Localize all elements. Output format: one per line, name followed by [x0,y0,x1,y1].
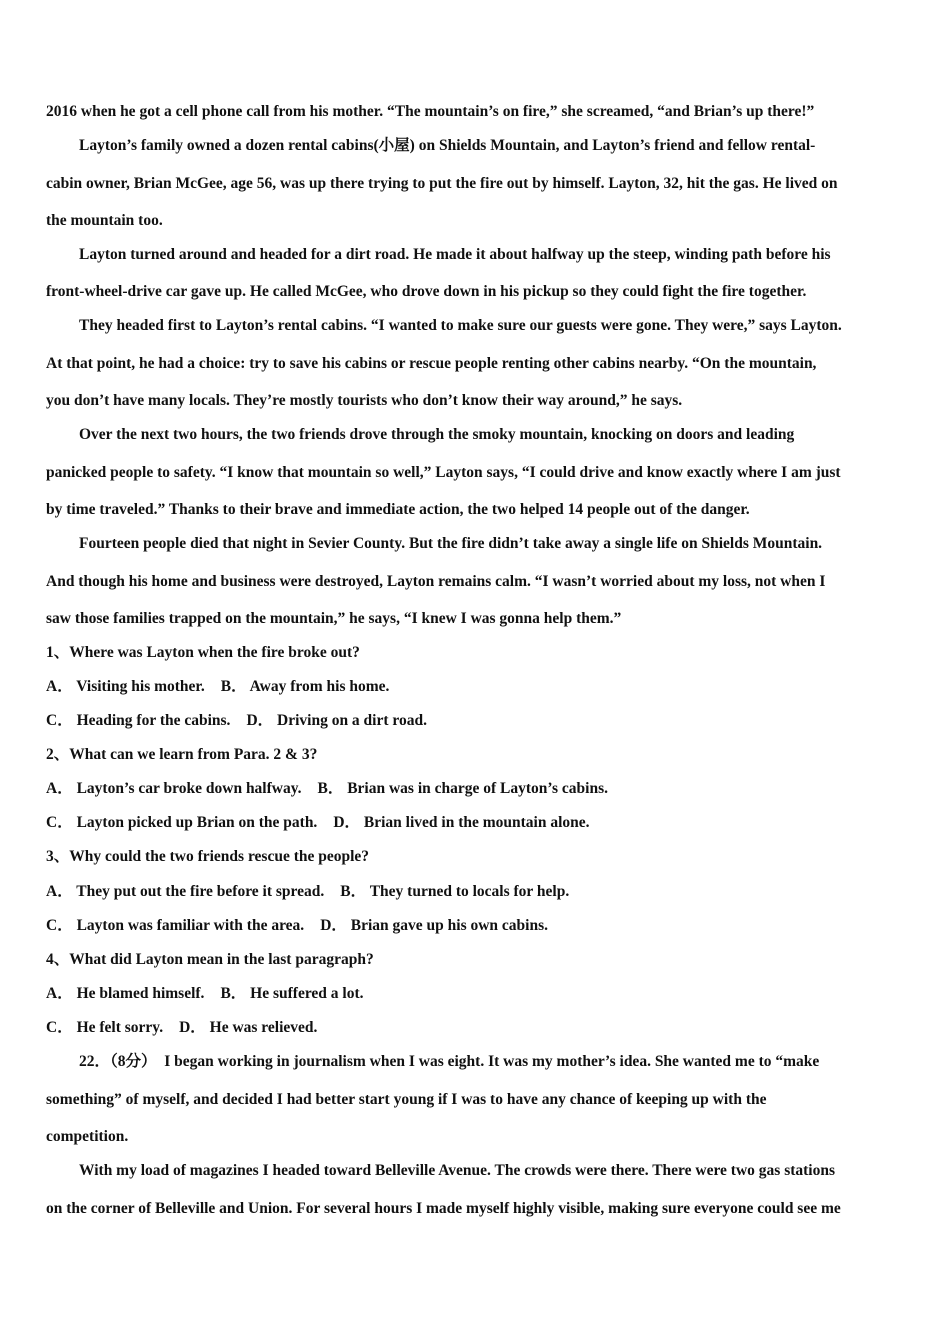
passage-paragraph-start: Layton turned around and headed for a dirt road. He made it about halfway up the steep, winding path before his [79,246,831,263]
passage-line: by time traveled.” Thanks to their brave and immediate action, the two helped 14 people out of the danger. [46,501,750,518]
passage-line: the mountain too. [46,212,163,229]
passage-paragraph-start: Over the next two hours, the two friends drove through the smoky mountain, knocking on doors and leading [79,426,795,443]
passage-paragraph-start: Layton’s family owned a dozen rental cabins(小屋) on Shields Mountain, and Layton’s friend and fellow rental- [79,137,816,154]
passage-line: you don’t have many locals. They’re mostly tourists who don’t know their way around,” he says. [46,392,683,409]
question-2-options-ab [46,779,608,799]
option-b: B． Away from his home. [220,678,390,695]
passage-line: And though his home and business were destroyed, Layton remains calm. “I wasn’t worried about my loss, not when I [46,573,826,590]
question-4-options-ab [46,984,364,1004]
option-a: A． Layton’s car broke down halfway. [46,780,302,797]
question-4-options-cd [46,1018,317,1038]
option-c: C． Layton was familiar with the area. [46,917,305,934]
option-a: A． Visiting his mother. [46,678,205,695]
question-3-options-ab [46,882,569,902]
passage-line: At that point, he had a choice: try to save his cabins or rescue people renting other cabins nearby. “On the mountain, [46,355,817,372]
section-22-line: competition. [46,1128,129,1145]
option-d: D． He was relieved. [179,1019,318,1036]
option-a: A． They put out the fire before it spread. [46,883,325,900]
question-2-options-cd [46,813,590,833]
option-b: B． They turned to locals for help. [340,883,570,900]
passage-line: panicked people to safety. “I know that mountain so well,” Layton says, “I could drive and know exactly where I am just [46,464,841,481]
question-1-options-cd [46,711,427,731]
question-3-stem: 3、Why could the two friends rescue the people? [46,848,370,865]
passage-line: cabin owner, Brian McGee, age 56, was up there trying to put the fire out by himself. Layton, 32, hit the gas. He lived on [46,175,838,192]
option-a: A． He blamed himself. [46,985,205,1002]
passage-paragraph-start: They headed first to Layton’s rental cabins. “I wanted to make sure our guests were gone. They were,” says Layton. [79,317,842,334]
passage-paragraph-start: Fourteen people died that night in Sevier County. But the fire didn’t take away a single life on Shields Mountain. [79,535,823,552]
option-c: C． He felt sorry. [46,1019,164,1036]
option-b: B． Brian was in charge of Layton’s cabins. [317,780,609,797]
option-d: D． Brian lived in the mountain alone. [333,814,590,831]
question-4-stem: 4、What did Layton mean in the last paragraph? [46,951,374,968]
question-2-stem: 2、What can we learn from Para. 2 & 3? [46,746,318,763]
option-c: C． Heading for the cabins. [46,712,231,729]
passage-line: saw those families trapped on the mountain,” he says, “I knew I was gonna help them.” [46,610,622,627]
section-22-heading-line: 22．（8分） I began working in journalism when I was eight. It was my mother’s idea. She wanted me to “make [79,1053,820,1070]
passage-line: front-wheel-drive car gave up. He called McGee, who drove down in his pickup so they could fight the fire together. [46,283,807,300]
option-c: C． Layton picked up Brian on the path. [46,814,318,831]
section-22-paragraph-start: With my load of magazines I headed toward Belleville Avenue. The crowds were there. There were two gas stations [79,1162,836,1179]
section-22-line: something” of myself, and decided I had better start young if I was to have any chance of keeping up with the [46,1091,767,1108]
question-1-stem: 1、Where was Layton when the fire broke out? [46,644,360,661]
question-1-options-ab [46,677,389,697]
option-d: D． Brian gave up his own cabins. [320,917,549,934]
question-3-options-cd [46,916,548,936]
option-b: B． He suffered a lot. [220,985,364,1002]
passage-line: 2016 when he got a cell phone call from his mother. “The mountain’s on fire,” she screamed, “and Brian’s up there!” [46,103,815,120]
option-d: D． Driving on a dirt road. [246,712,427,729]
section-22-line: on the corner of Belleville and Union. For several hours I made myself highly visible, making sure everyone could see me [46,1200,841,1217]
